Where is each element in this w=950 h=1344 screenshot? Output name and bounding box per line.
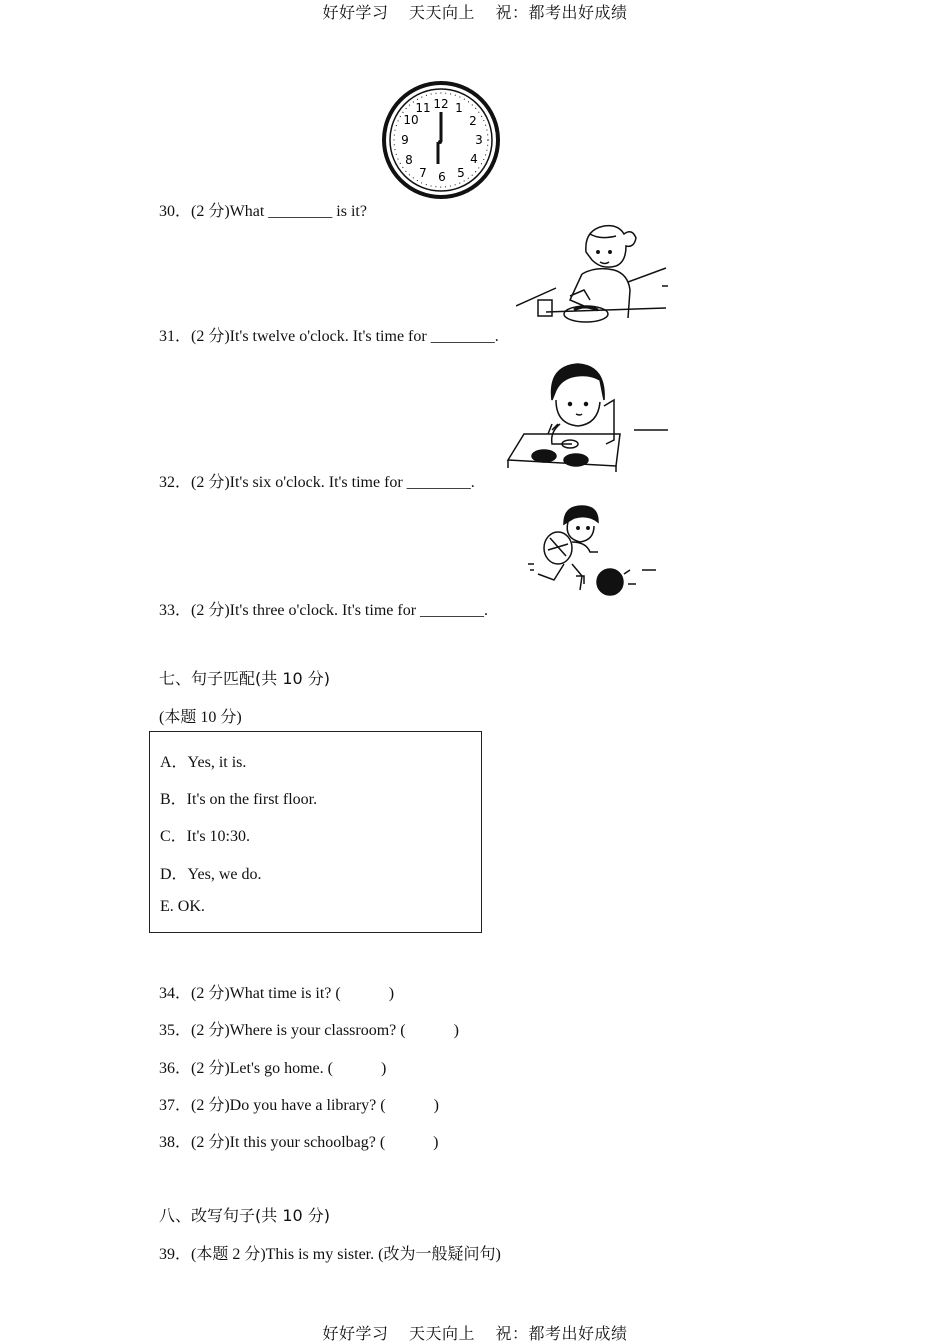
clock-number-4: 4 [470, 152, 478, 166]
header-text-1: 好好学习 [322, 5, 389, 22]
question-33: 33．(2 分)It's three o'clock. It's time for ________. [159, 602, 489, 619]
footer-text-2: 天天向上 [408, 1326, 475, 1343]
question-32: 32．(2 分)It's six o'clock. It's time for ________. [159, 474, 475, 491]
clock-image [381, 80, 501, 200]
question-37: 37．(2 分)Do you have a library? ( ) [159, 1097, 439, 1114]
dinner-image [504, 360, 670, 472]
question-38: 38．(2 分)It this your schoolbag? ( ) [159, 1134, 439, 1151]
page-footer [0, 1321, 950, 1344]
option-b: B．It's on the first floor. [160, 791, 318, 808]
clock-number-5: 5 [457, 166, 465, 180]
option-d: D．Yes, we do. [160, 866, 262, 883]
question-34: 34．(2 分)What time is it? ( ) [159, 985, 395, 1002]
section-8-title: 八、改写句子(共 10 分) [159, 1206, 331, 1225]
question-39: 39．(本题 2 分)This is my sister. (改为一般疑问句) [159, 1246, 501, 1263]
football-image [524, 504, 658, 604]
clock-number-9: 9 [401, 133, 409, 147]
question-36: 36．(2 分)Let's go home. ( ) [159, 1060, 387, 1077]
header-text-2: 天天向上 [408, 5, 475, 22]
clock-number-2: 2 [469, 114, 477, 128]
clock-number-11: 11 [415, 101, 431, 115]
clock-number-8: 8 [405, 153, 413, 167]
section-7-title: 七、句子匹配(共 10 分) [159, 669, 331, 688]
clock-number-10: 10 [403, 113, 419, 127]
question-31: 31．(2 分)It's twelve o'clock. It's time for ________. [159, 328, 499, 345]
footer-text-3: 祝：都考出好成绩 [495, 1326, 628, 1343]
option-a: A．Yes, it is. [160, 754, 247, 771]
clock-number-7: 7 [419, 166, 427, 180]
option-c: C．It's 10:30. [160, 828, 251, 845]
clock-number-6: 6 [438, 170, 446, 184]
question-30: 30．(2 分)What ________ is it? [159, 203, 367, 220]
clock-number-1: 1 [455, 101, 463, 115]
options-box [149, 731, 482, 933]
clock-number-3: 3 [475, 133, 483, 147]
page-header [0, 0, 950, 23]
question-35: 35．(2 分)Where is your classroom? ( ) [159, 1022, 459, 1039]
header-text-3: 祝：都考出好成绩 [495, 5, 628, 22]
lunch-image [516, 222, 668, 332]
clock-number-12: 12 [433, 97, 449, 111]
option-e: E. OK. [160, 898, 205, 915]
footer-text-1: 好好学习 [322, 1326, 389, 1343]
section-7-note: (本题 10 分) [159, 709, 242, 726]
